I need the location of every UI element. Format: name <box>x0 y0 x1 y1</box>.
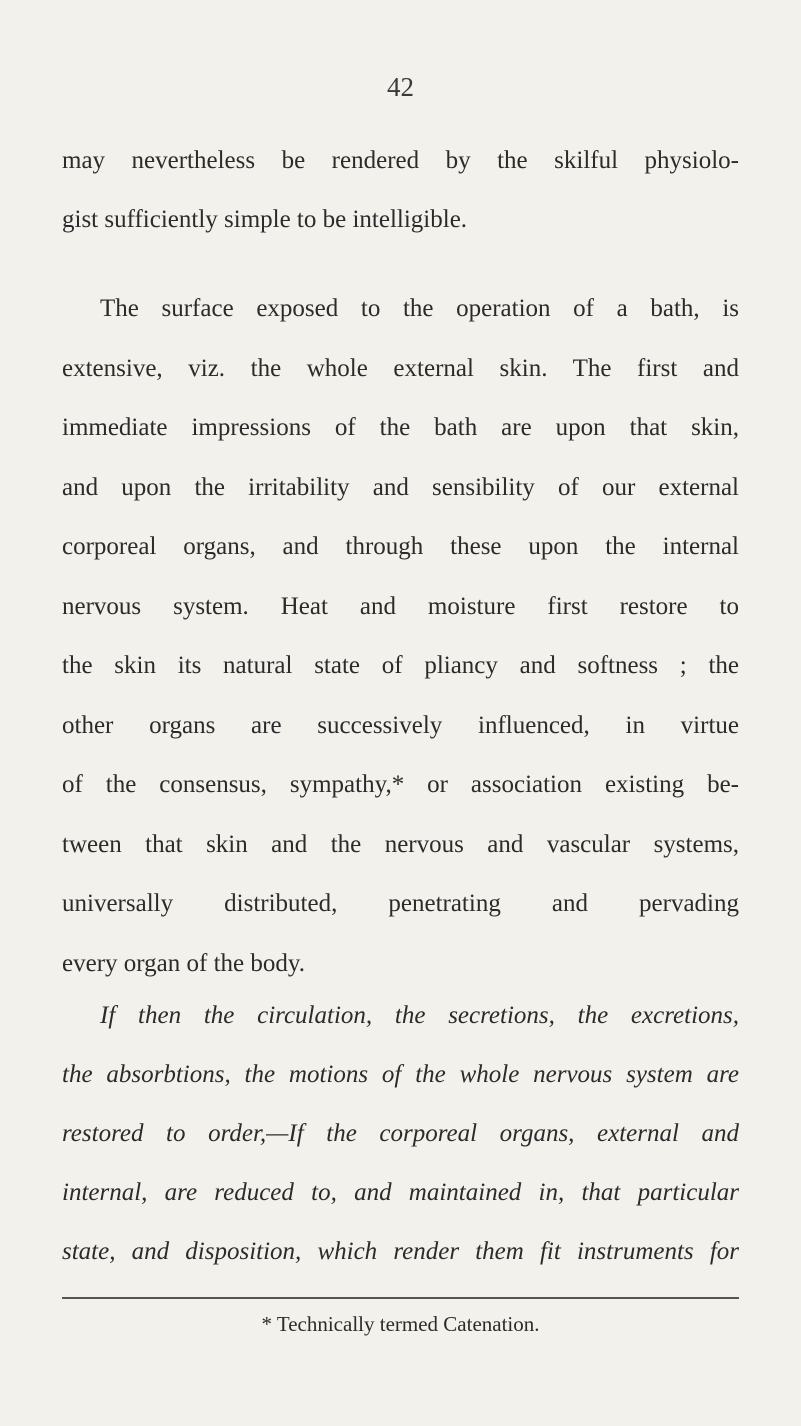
text-line: nervous system. Heat and moisture first restore to <box>62 593 739 620</box>
text-line: the absorbtions, the motions of the whole nervous system are <box>62 1061 739 1088</box>
page-number: 42 <box>387 72 414 102</box>
text-line: and upon the irritability and sensibility of our external <box>62 474 739 501</box>
text-line: If then the circulation, the secretions, the excretions, <box>100 1002 739 1029</box>
text-line: universally distributed, penetrating and pervading <box>62 890 739 917</box>
text-line: extensive, viz. the whole external skin. The first and <box>62 355 739 382</box>
text-line: corporeal organs, and through these upon the internal <box>62 533 739 560</box>
text-line: every organ of the body. <box>62 950 305 977</box>
text-line: The surface exposed to the operation of a bath, is <box>100 295 739 322</box>
text-line: may nevertheless be rendered by the skilful physiolo- <box>62 147 739 174</box>
text-line: of the consensus, sympathy,* or association existing be- <box>62 771 739 798</box>
text-line: the skin its natural state of pliancy and softness ; the <box>62 652 739 679</box>
text-line: immediate impressions of the bath are upon that skin, <box>62 414 739 441</box>
text-line: internal, are reduced to, and maintained in, that particular <box>62 1179 739 1206</box>
footnote-divider <box>62 1297 739 1299</box>
text-line: state, and disposition, which render them fit instruments for <box>62 1238 739 1265</box>
text-line: restored to order,—If the corporeal organs, external and <box>62 1120 739 1147</box>
text-line: tween that skin and the nervous and vascular systems, <box>62 831 739 858</box>
text-line: other organs are successively influenced, in virtue <box>62 712 739 739</box>
text-line: gist sufficiently simple to be intelligible. <box>62 206 468 233</box>
footnote: * Technically termed Catenation. <box>261 1312 540 1336</box>
